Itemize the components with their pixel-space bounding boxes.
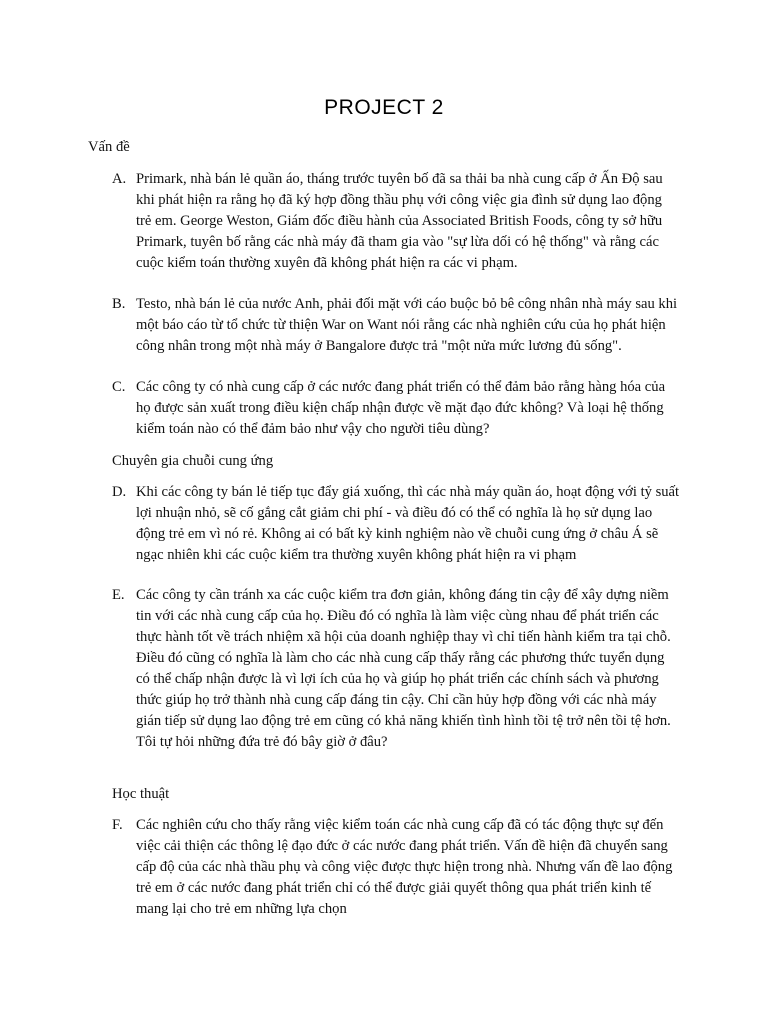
item-letter: E. — [112, 587, 125, 603]
list-item-f — [112, 815, 680, 920]
item-letter: D. — [112, 484, 127, 500]
item-text: Các công ty có nhà cung cấp ở các nước đang phát triển có thể đảm bảo rằng hàng hóa của họ được sản xuất trong điều kiện chấp nhận được về mặt đạo đức không? Và loại hệ thống kiểm toán nào có thể đảm bảo như vậy cho người tiêu dùng? — [136, 379, 666, 437]
section-heading-chuyen-gia: Chuyên gia chuỗi cung ứng — [112, 453, 274, 469]
list-item-c — [112, 377, 680, 440]
section-heading-hoc-thuat: Học thuật — [112, 786, 170, 802]
list-item-a — [112, 169, 680, 274]
item-text: Primark, nhà bán lẻ quần áo, tháng trước tuyên bố đã sa thải ba nhà cung cấp ở Ấn Độ sau khi phát hiện ra rằng họ đã ký hợp đồng thầu phụ với công việc gia đình sử dụng lao động trẻ em. George Weston, Giám đốc điều hành của Associated British Foods, công ty sở hữu Primark, tuyên bố rằng các nhà máy đã tham gia vào "sự lừa dối có hệ thống" và rằng các cuộc kiểm toán thường xuyên đã không phát hiện ra các vi phạm. — [136, 171, 663, 271]
list-item-b — [112, 294, 680, 357]
item-text: Các nghiên cứu cho thấy rằng việc kiểm toán các nhà cung cấp đã có tác động thực sự đến việc cải thiện các thông lệ đạo đức ở các nước đang phát triển. Vấn đề hiện đã chuyển sang cấp độ của các nhà thầu phụ và công việc được thực hiện trong nhà. Nhưng vấn đề lao động trẻ em ở các nước đang phát triển chỉ có thể được giải quyết thông qua phát triển kinh tế mang lại cho trẻ em những lựa chọn — [136, 817, 673, 917]
item-text: Các công ty cần tránh xa các cuộc kiểm tra đơn giản, không đáng tin cậy để xây dựng niềm tin với các nhà cung cấp của họ. Điều đó có nghĩa là làm việc cùng nhau để phát triển các thực hành tốt về trách nhiệm xã hội của doanh nghiệp thay vì chỉ tiến hành kiểm tra tại chỗ. Điều đó cũng có nghĩa là làm cho các nhà cung cấp thấy rằng các phương thức tuyển dụng có thể chấp nhận được là vì lợi ích của họ và giúp họ phát triển các chính sách và phương thức giúp họ trở thành nhà cung cấp đáng tin cậy. Chỉ cần hủy hợp đồng với các nhà máy gián tiếp sử dụng lao động trẻ em cũng có khả năng khiến tình hình tồi tệ trở nên tồi tệ hơn. Tôi tự hỏi những đứa trẻ đó bây giờ ở đâu? — [136, 587, 671, 750]
section-heading-van-de: Vấn đề — [88, 139, 130, 155]
item-letter: C. — [112, 379, 126, 395]
list-item-d — [112, 482, 680, 566]
item-letter: F. — [112, 817, 123, 833]
item-letter: B. — [112, 296, 126, 312]
item-letter: A. — [112, 171, 127, 187]
item-text: Khi các công ty bán lẻ tiếp tục đẩy giá xuống, thì các nhà máy quần áo, hoạt động với tỷ suất lợi nhuận nhỏ, sẽ cố gắng cắt giảm chi phí - và điều đó có thể có nghĩa là họ sử dụng lao động trẻ em vì nó rẻ. Không ai có bất kỳ kinh nghiệm nào về chuỗi cung ứng ở châu Á sẽ ngạc nhiên khi các cuộc kiểm tra thường xuyên không phát hiện ra vi phạm — [136, 484, 680, 563]
item-text: Testo, nhà bán lẻ của nước Anh, phải đối mặt với cáo buộc bỏ bê công nhân nhà máy sau khi một báo cáo từ tổ chức từ thiện War on Want nói rằng các nhà nghiên cứu của họ phát hiện công nhân trong một nhà máy ở Bangalore được trả "một nửa mức lương đủ sống". — [136, 296, 678, 354]
page-title: PROJECT 2 — [324, 96, 444, 119]
list-item-e — [112, 585, 680, 753]
